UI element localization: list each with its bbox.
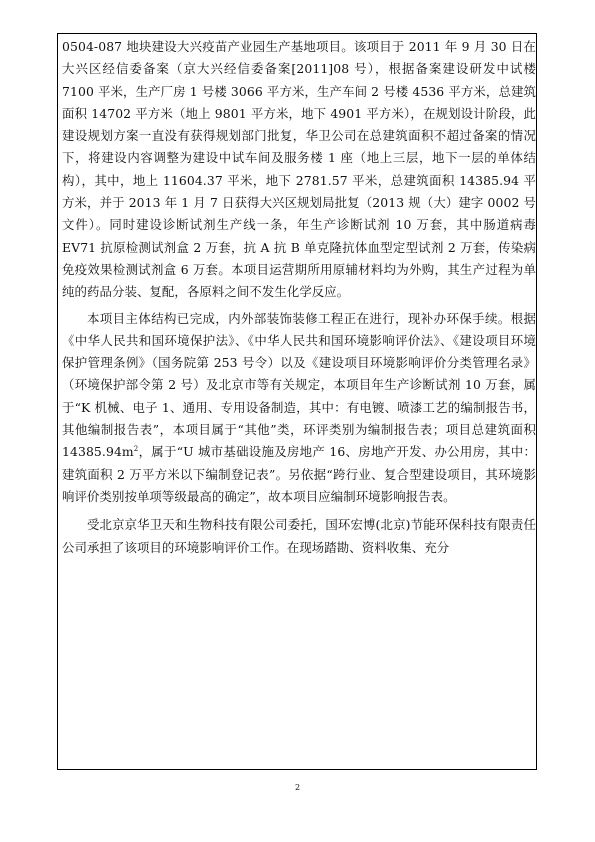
paragraph-text: 本项目主体结构已完成，内外部装饰装修工程正在进行，现补办环保手续。根据《中华人民共和国环境保护法》、《中华人民共和国环境影响评价法》、《建设项目环境保护管理条例》（国务院第 253 号令）以及《建设项目环境影响评价分类管理名录》（环境保护部令第 2 号）及北京市等有关规定，本项目年生产诊断试剂 10 万套，属于“K 机械、电子 1、通用、专用设备制造，其中：有电镀、喷漆工艺的编制报告书，其他编制报告表”，本项目属于“其他”类，环评类别为编制报告表；项目总建筑面积 14385.94m <box>62 310 536 460</box>
page-number: 2 <box>294 783 301 792</box>
paragraph-project-background: 0504-087 地块建设大兴疫苗产业园生产基地项目。该项目于 2011 年 9 月 30 日在大兴区经信委备案（京大兴经信委备案[2011]08 号），根据备案建设研发中试楼 7100 平米，生产厂房 1 号楼 3066 平方米，生产车间 2 号楼 4536 平方米，总建筑面积 14702 平方米（地上 9801 平方米，地下 4901 平方米），在规划设计阶段，此建设规划方案一直没有获得规划部门批复，华卫公司在总建筑面积不超过备案的情况下，将建设内容调整为建设中试车间及服务楼 1 座（地上三层，地下一层的单体结构），其中，地上 11604.37 平米，地下 2781.57 平米，总建筑面积 14385.94 平方米，并于 2013 年 1 月 7 日获得大兴区规划局批复（2013 规（大）建字 0002 号文件）。同时建设诊断试剂生产线一条，年生产诊断试剂 10 万套，其中肠道病毒 EV71 抗原检测试剂盒 2 万套，抗 A 抗 B 单克隆抗体血型定型试剂 2 万套，传染病免疫效果检测试剂盒 6 万套。本项目运营期所用原辅材料均为外购，其生产过程为单纯的药品分装、复配，各原料之间不发生化学反应。 <box>62 39 536 300</box>
superscript: 2 <box>133 445 139 454</box>
paragraph-text-continued: ，属于“U 城市基础设施及房地产 16、房地产开发、办公用房，其中：建筑面积 2 万平方米以下编制登记表”。另依据“跨行业、复合型建设项目，其环境影响评价类别按单项等级最高的确定”，故本项目应编制环境影响报告表。 <box>62 444 536 504</box>
document-body <box>62 36 536 559</box>
paragraph-eia-classification <box>62 308 536 509</box>
paragraph-commission: 受北京京华卫天和生物科技有限公司委托，国环宏博(北京)节能环保科技有限责任公司承担了该项目的环境影响评价工作。在现场踏勘、资料收集、充分 <box>62 517 536 555</box>
